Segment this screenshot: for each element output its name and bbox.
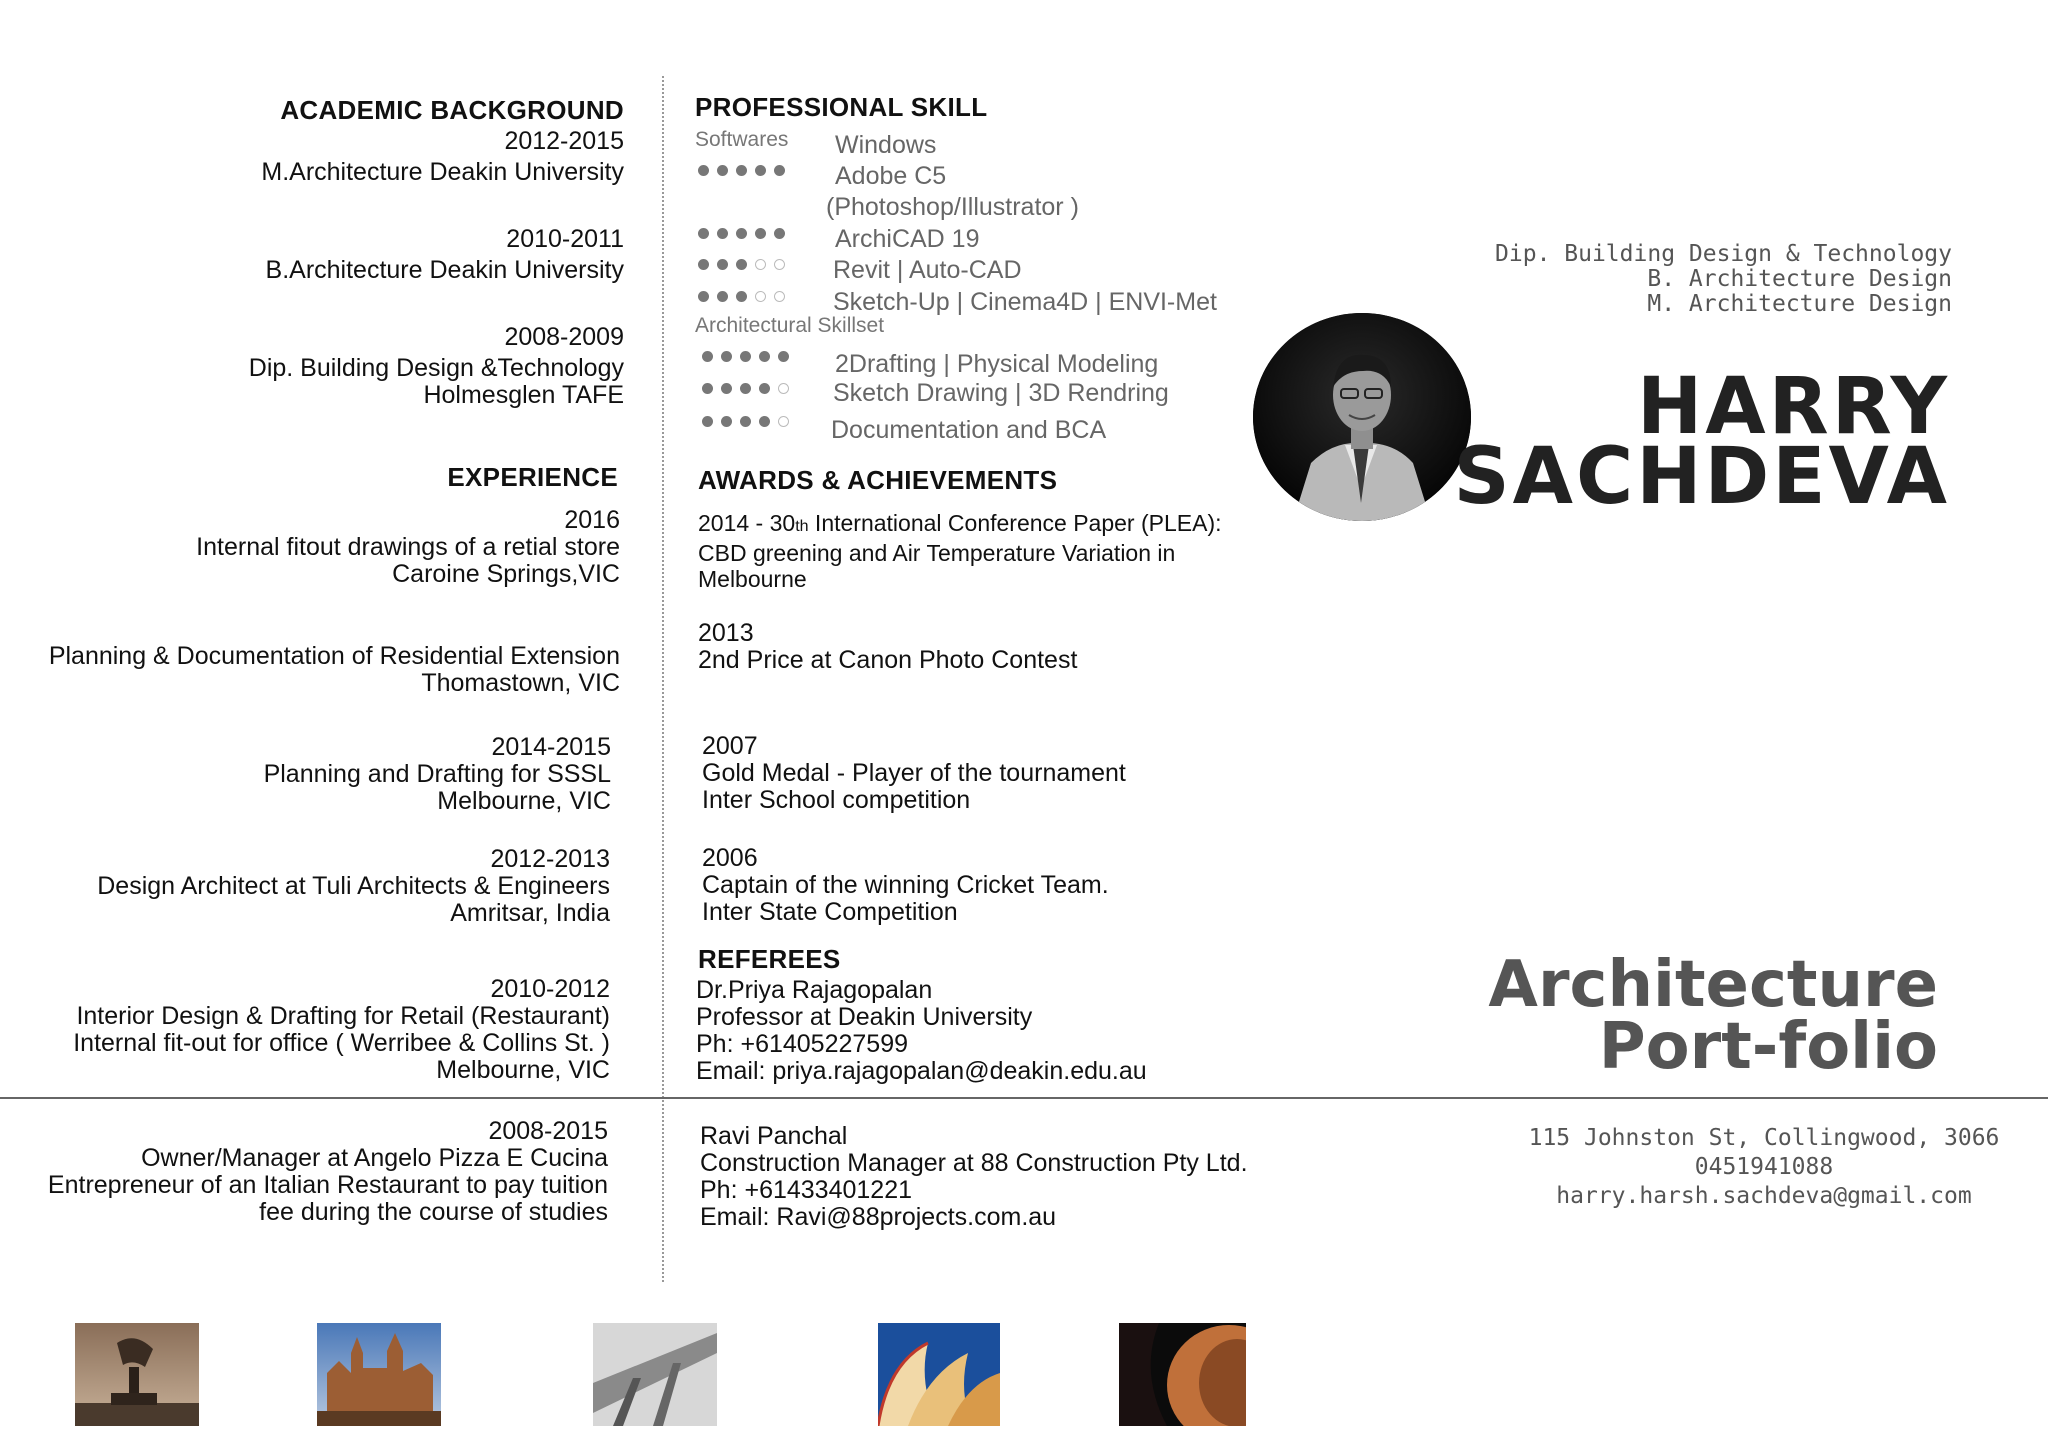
- award-year: 2007: [702, 732, 758, 760]
- rating-dot-filled: [717, 259, 728, 270]
- skills-heading: PROFESSIONAL SKILL: [695, 92, 988, 122]
- full-name: [1453, 362, 1950, 522]
- rating-dot-filled: [721, 416, 732, 427]
- portfolio-thumbnail-sculpture[interactable]: [75, 1323, 199, 1426]
- experience-title: Interior Design & Drafting for Retail (Restaurant): [76, 1002, 610, 1030]
- skill-rating: [702, 416, 789, 427]
- skill-name: (Photoshop/Illustrator ): [826, 193, 1079, 221]
- experience-entry: [97, 846, 610, 927]
- rating-dot-filled: [740, 416, 751, 427]
- experience-years: 2014-2015: [491, 733, 611, 761]
- experience-location: Amritsar, India: [450, 899, 610, 927]
- rating-dot-filled: [778, 351, 789, 362]
- skill-name: 2Drafting | Physical Modeling: [835, 350, 1159, 378]
- academic-years: 2012-2015: [504, 127, 624, 155]
- rating-dot-filled: [755, 228, 766, 239]
- award-line: Inter School competition: [702, 786, 971, 814]
- rating-dot-filled: [717, 291, 728, 302]
- experience-title-2: Internal fit-out for office ( Werribee & Collins St. ): [73, 1029, 610, 1057]
- arch-skillset-label: Architectural Skillset: [695, 314, 885, 337]
- experience-location: Caroine Springs,VIC: [392, 560, 620, 588]
- academic-years: 2008-2009: [504, 323, 624, 351]
- experience-years: 2016: [564, 506, 620, 534]
- skill-name: ArchiCAD 19: [835, 225, 980, 253]
- award-line: CBD greening and Air Temperature Variation in: [698, 540, 1176, 566]
- qualification-line: B. Architecture Design: [1647, 266, 1952, 292]
- award-year: 2006: [702, 844, 758, 872]
- experience-title: Design Architect at Tuli Architects & Engineers: [97, 872, 610, 900]
- experience-title-2: Entrepreneur of an Italian Restaurant to pay tuition: [47, 1171, 608, 1199]
- award-line: Gold Medal - Player of the tournament: [702, 759, 1126, 787]
- academic-degree: M.Architecture Deakin University: [261, 158, 624, 186]
- software-label: Softwares: [695, 128, 789, 151]
- skill-rating: [698, 259, 785, 270]
- rating-dot-empty: [778, 416, 789, 427]
- rating-dot-filled: [698, 291, 709, 302]
- rating-dot-filled: [702, 383, 713, 394]
- phone-number: 0451941088: [1694, 1154, 1834, 1180]
- experience-entry: [196, 507, 620, 588]
- academic-degree: B.Architecture Deakin University: [265, 256, 624, 284]
- last-name: SACHDEVA: [1453, 432, 1950, 522]
- rating-dot-filled: [736, 165, 747, 176]
- experience-title-3: fee during the course of studies: [259, 1198, 608, 1226]
- qualification-line: Dip. Building Design & Technology: [1495, 241, 1952, 267]
- portfolio-title: [1488, 948, 1938, 1084]
- rating-dot-filled: [702, 351, 713, 362]
- academic-heading: ACADEMIC BACKGROUND: [280, 95, 624, 125]
- skill-name: Sketch-Up | Cinema4D | ENVI-Met: [833, 288, 1217, 316]
- awards-heading: AWARDS & ACHIEVEMENTS: [698, 465, 1058, 495]
- skill-name: Documentation and BCA: [831, 416, 1107, 444]
- award-entry: [702, 733, 1126, 814]
- rating-dot-filled: [755, 165, 766, 176]
- contact-info: [1504, 1124, 2024, 1211]
- experience-years: 2010-2012: [490, 975, 610, 1003]
- rating-dot-empty: [778, 383, 789, 394]
- rating-dot-filled: [736, 259, 747, 270]
- referee-entry: [700, 1123, 1248, 1231]
- skill-name: Revit | Auto-CAD: [833, 256, 1022, 284]
- experience-entry: [264, 734, 611, 815]
- academic-years: 2010-2011: [506, 225, 624, 253]
- portfolio-thumbnail-structure[interactable]: [593, 1323, 717, 1426]
- portfolio-thumbnail-interior[interactable]: [1119, 1323, 1246, 1426]
- rating-dot-filled: [702, 416, 713, 427]
- first-name: HARRY: [1637, 362, 1950, 452]
- qualification-line: M. Architecture Design: [1647, 291, 1952, 317]
- award-line: 2nd Price at Canon Photo Contest: [698, 646, 1078, 674]
- experience-heading: EXPERIENCE: [447, 462, 618, 492]
- rating-dot-empty: [774, 259, 785, 270]
- award-line: 2014 - 30th International Conference Paper (PLEA):: [698, 510, 1222, 536]
- experience-entry: [49, 643, 620, 697]
- rating-dot-filled: [740, 351, 751, 362]
- profile-photo: [1253, 313, 1471, 521]
- rating-dot-filled: [698, 228, 709, 239]
- horizontal-divider: [0, 1097, 2048, 1099]
- rating-dot-filled: [698, 259, 709, 270]
- rating-dot-filled: [721, 351, 732, 362]
- experience-title: Planning & Documentation of Residential Extension: [48, 642, 620, 670]
- experience-title: Internal fitout drawings of a retial store: [196, 533, 620, 561]
- column-divider: [662, 76, 664, 1282]
- rating-dot-filled: [698, 165, 709, 176]
- academic-degree: Dip. Building Design &Technology: [248, 354, 624, 382]
- rating-dot-filled: [717, 165, 728, 176]
- rating-dot-filled: [759, 351, 770, 362]
- referee-email[interactable]: Email: priya.rajagopalan@deakin.edu.au: [696, 1057, 1147, 1085]
- rating-dot-filled: [721, 383, 732, 394]
- rating-dot-filled: [740, 383, 751, 394]
- experience-title: Planning and Drafting for SSSL: [263, 760, 611, 788]
- skill-rating: [698, 165, 785, 176]
- rating-dot-filled: [736, 291, 747, 302]
- award-line: Inter State Competition: [702, 898, 958, 926]
- portfolio-thumbnail-opera-house[interactable]: [878, 1323, 1000, 1426]
- rating-dot-filled: [759, 383, 770, 394]
- referee-email[interactable]: Email: Ravi@88projects.com.au: [700, 1203, 1057, 1231]
- rating-dot-filled: [774, 228, 785, 239]
- rating-dot-empty: [755, 259, 766, 270]
- portfolio-thumbnail-cathedral[interactable]: [317, 1323, 441, 1426]
- award-entry: [698, 620, 1077, 674]
- award-entry: [702, 845, 1109, 926]
- skill-name: Sketch Drawing | 3D Rendring: [833, 379, 1169, 407]
- referee-role: Construction Manager at 88 Construction Pty Ltd.: [700, 1149, 1248, 1177]
- referees-heading: REFEREES: [698, 944, 841, 974]
- academic-institution: Holmesglen TAFE: [423, 381, 624, 409]
- skill-name: Windows: [835, 131, 937, 159]
- referee-name: Dr.Priya Rajagopalan: [696, 976, 933, 1004]
- skill-rating: [702, 383, 789, 394]
- rating-dot-filled: [759, 416, 770, 427]
- skill-rating: [698, 228, 785, 239]
- portfolio-line: Architecture: [1488, 948, 1938, 1022]
- award-line: Captain of the winning Cricket Team.: [702, 871, 1109, 899]
- address: 115 Johnston St, Collingwood, 3066: [1528, 1125, 2000, 1151]
- skill-rating: [698, 291, 785, 302]
- experience-location: Thomastown, VIC: [421, 669, 620, 697]
- skill-rating: [702, 351, 789, 362]
- experience-title: Owner/Manager at Angelo Pizza E Cucina: [141, 1144, 608, 1172]
- award-entry: [698, 510, 1222, 592]
- experience-location: Melbourne, VIC: [436, 1056, 610, 1084]
- email-address[interactable]: harry.harsh.sachdeva@gmail.com: [1556, 1183, 1972, 1209]
- experience-location: Melbourne, VIC: [437, 787, 611, 815]
- referee-phone: Ph: +61405227599: [696, 1030, 909, 1058]
- rating-dot-empty: [755, 291, 766, 302]
- academic-section: [249, 95, 624, 409]
- referee-entry: [696, 977, 1147, 1085]
- experience-years: 2012-2013: [490, 845, 610, 873]
- award-line: Melbourne: [698, 566, 807, 592]
- portfolio-line: Port-folio: [1598, 1010, 1938, 1084]
- rating-dot-filled: [717, 228, 728, 239]
- award-year: 2013: [698, 619, 754, 647]
- experience-years: 2008-2015: [488, 1117, 608, 1145]
- rating-dot-filled: [736, 228, 747, 239]
- referee-role: Professor at Deakin University: [696, 1003, 1033, 1031]
- skill-name: Adobe C5: [835, 162, 947, 190]
- rating-dot-filled: [774, 165, 785, 176]
- rating-dot-empty: [774, 291, 785, 302]
- experience-entry: [73, 976, 610, 1084]
- experience-entry: [48, 1118, 608, 1226]
- referee-phone: Ph: +61433401221: [700, 1176, 913, 1204]
- referee-name: Ravi Panchal: [700, 1122, 848, 1150]
- qualifications: [1495, 242, 1952, 317]
